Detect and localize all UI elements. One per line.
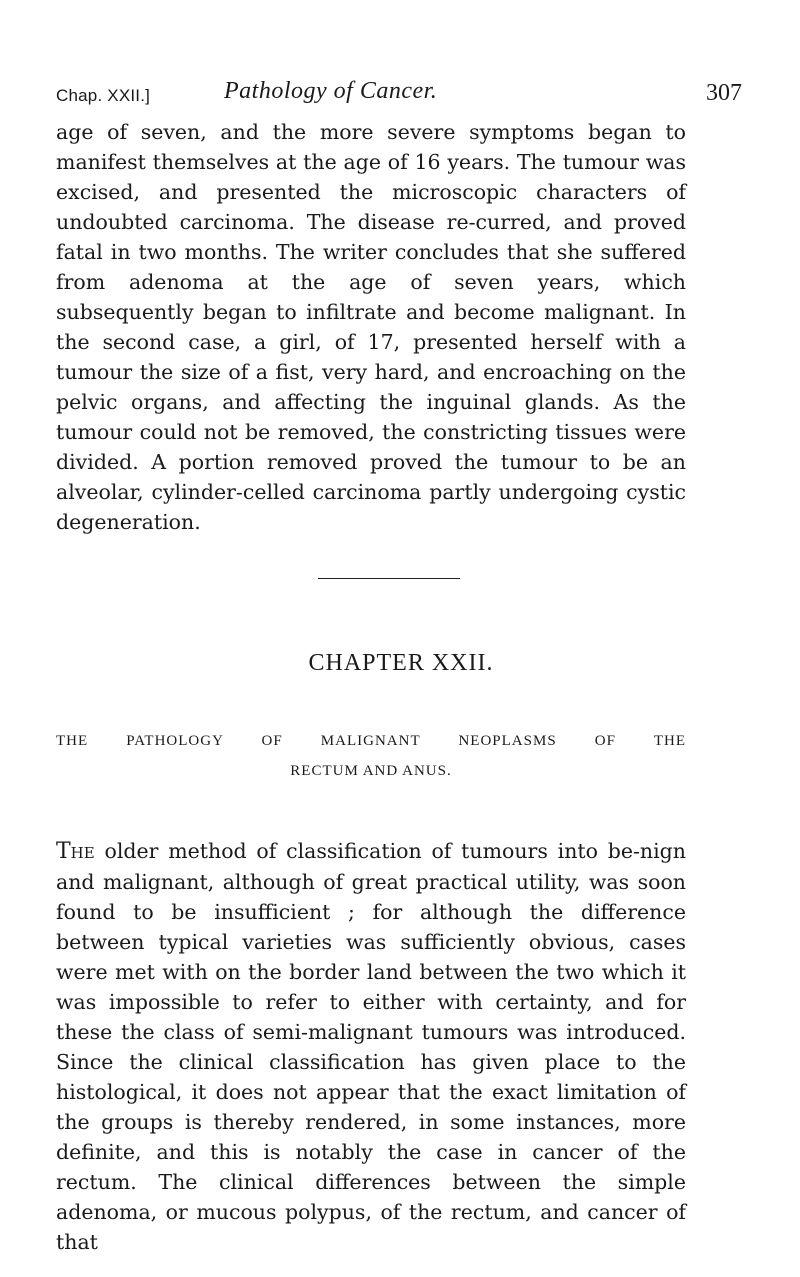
chapter-subtitle-line-1: THE PATHOLOGY OF MALIGNANT NEOPLASMS OF THE <box>56 733 686 749</box>
continued-paragraph: age of seven, and the more severe symptoms began to manifest themselves at the age of 16 years. The tumour was excised, and presented the microscopic characters of undoubted carcinoma. The disease re-curred, and proved fatal in two months. The writer concludes that she suffered from adenoma at the age of seven years, which subsequently began to infiltrate and become malignant. In the second case, a girl, of 17, presented herself with a tumour the size of a fist, very hard, and encroaching on the pelvic organs, and affecting the inguinal glands. As the tumour could not be removed, the constricting tissues were divided. A portion removed proved the tumour to be an alveolar, cylinder-celled carcinoma partly undergoing cystic degeneration. <box>56 120 686 534</box>
running-head-title: Pathology of Cancer. <box>224 78 438 104</box>
section-divider <box>318 578 460 579</box>
opening-paragraph <box>56 836 686 1257</box>
running-head-chapter: Chap. XXII.] <box>56 86 151 105</box>
chapter-subtitle <box>56 726 686 786</box>
chapter-subtitle-line-2: RECTUM AND ANUS. <box>290 763 452 779</box>
running-head <box>56 78 746 118</box>
opening-words: The <box>56 839 95 864</box>
opening-paragraph-text: older method of classification of tumours into be-nign and malignant, although of great practical utility, was soon found to be insufficient ; for although the difference between typical varieties was sufficiently obvious, cases were met with on the border land between the two which it was impossible to refer to either with certainty, and for these the class of semi-malignant tumours was introduced. Since the clinical classification has given place to the histological, it does not appear that the exact limitation of the groups is thereby rendered, in some instances, more definite, and this is notably the case in cancer of the rectum. The clinical differences between the simple adenoma, or mucous polypus, of the rectum, and cancer of that <box>56 839 686 1254</box>
page-number: 307 <box>706 80 742 106</box>
chapter-title: CHAPTER XXII. <box>308 650 494 676</box>
